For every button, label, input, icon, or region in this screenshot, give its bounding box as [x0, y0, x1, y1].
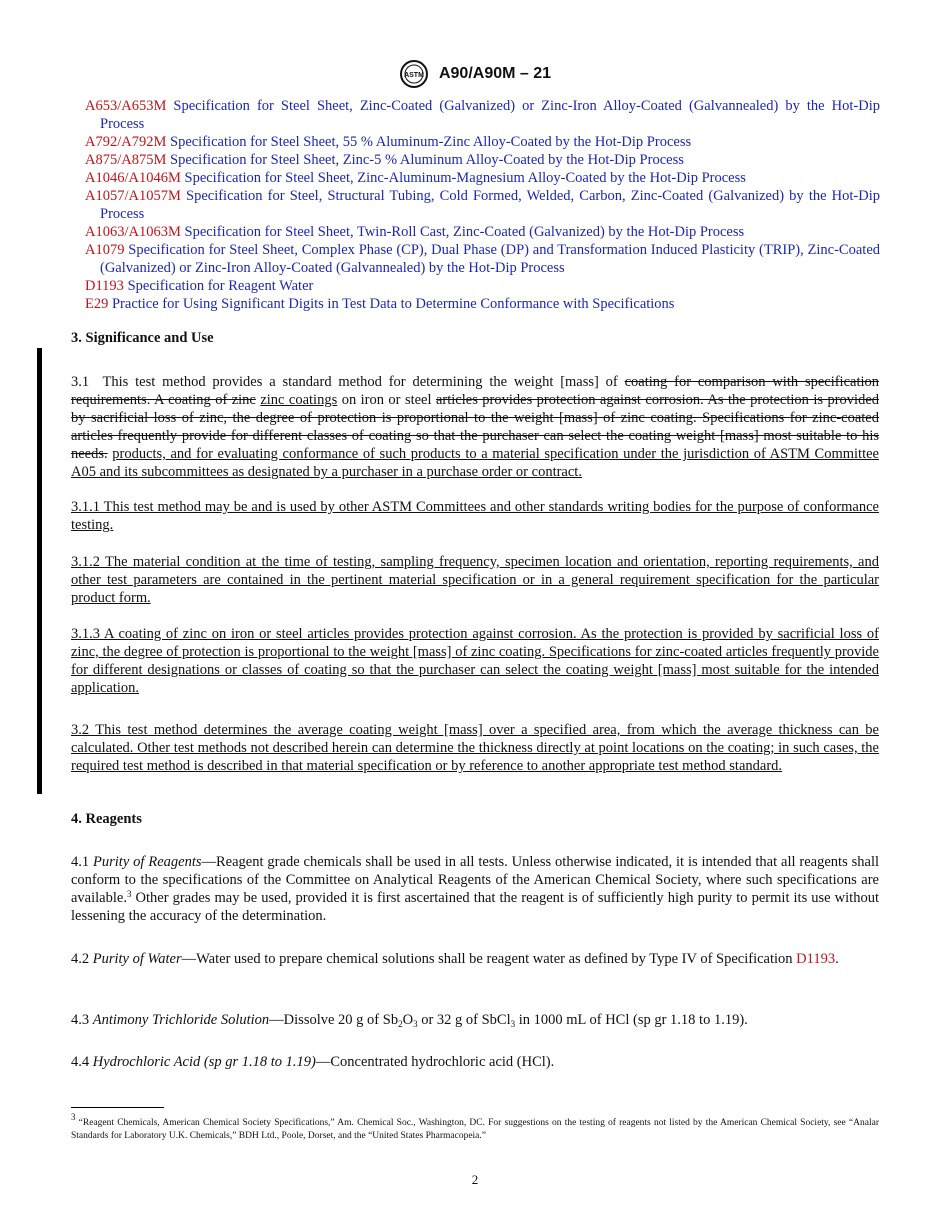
reference-item [85, 295, 880, 313]
inserted-text: products, and for evaluating conformance of such products to a material specification under the jurisdiction of ASTM Committee A05 and its subcommittees as designated by a purchaser in a purchase order or contract. [71, 446, 879, 480]
subscript: 3 [413, 1019, 418, 1029]
page-header [0, 60, 950, 88]
footnote [71, 1112, 879, 1143]
reference-code-link[interactable]: D1193 [85, 278, 124, 294]
document-id: A90/A90M – 21 [438, 65, 552, 82]
reference-title-link[interactable]: Specification for Steel Sheet, Zinc-Aluminum-Magnesium Alloy-Coated by the Hot-Dip Process [184, 170, 746, 186]
text-run: Other grades may be used, provided it is first ascertained that the reagent is of sufficiently high purity to permit its use without lessening the accuracy of the determination. [71, 890, 879, 924]
reference-item [85, 97, 880, 133]
reference-code-link[interactable]: A792/A792M [85, 134, 167, 150]
reference-item [85, 151, 880, 169]
paragraph-4-1 [71, 853, 879, 925]
footnote-divider [71, 1107, 164, 1108]
revision-change-bar [37, 348, 42, 794]
section-4-heading: 4. Reagents [71, 811, 142, 827]
paragraph-label: Antimony Trichloride Solution [92, 1012, 270, 1028]
paragraph-label: Purity of Water [92, 951, 182, 967]
paragraph-4-2 [71, 950, 879, 968]
paragraph-3-1-2: 3.1.2 The material condition at the time of testing, sampling frequency, specimen location and orientation, reporting requirements, and other test parameters are contained in the pertinent material specification or in a general requirement specification for the particular product form. [71, 554, 879, 606]
reference-code-link[interactable]: A1063/A1063M [85, 224, 181, 240]
paragraph-number: 4.3 [71, 1012, 90, 1028]
paragraph-3-2: 3.2 This test method determines the average coating weight [mass] over a specified area, from which the average thickness can be calculated. Other test methods not described herein can determine the thickness directly at point locations on the coating; in such cases, the required test method is described in that material specification or by reference to another appropriate test method standard. [71, 722, 879, 774]
paragraph-4-4 [71, 1053, 879, 1071]
text-run: —Reagent grade chemicals shall be used in all tests. Unless otherwise indicated, it is intended that all reagents shall conform to the specifications of the Committee on Analytical Reagents of the American Chemical Society, where such specifications are available. [71, 854, 880, 906]
reference-title-link[interactable]: Practice for Using Significant Digits in Test Data to Determine Conformance with Specifications [111, 296, 675, 312]
text-run: This test method provides a standard method for determining the weight [mass] of [102, 374, 618, 390]
footnote-ref-link[interactable]: 3 [126, 889, 132, 899]
paragraph-label: Hydrochloric Acid (sp gr 1.18 to 1.19) [92, 1054, 316, 1070]
inserted-text: zinc coatings [260, 392, 338, 408]
subscript: 2 [398, 1019, 403, 1029]
reference-title-link[interactable]: Specification for Steel Sheet, Complex Phase (CP), Dual Phase (DP) and Transformation Induced Plasticity (TRIP), Zinc-Coated (Galvanized) or Zinc-Iron Alloy-Coated (Galvannealed) by the Hot-Dip Process [100, 242, 880, 276]
paragraph-number: 3.1 [71, 374, 90, 390]
page-number: 2 [471, 1172, 479, 1187]
paragraph-3-1-1: 3.1.1 This test method may be and is used by other ASTM Committees and other standards writing bodies for the purpose of conformance testing. [71, 499, 879, 533]
reference-title-link[interactable]: Specification for Steel Sheet, 55 % Aluminum-Zinc Alloy-Coated by the Hot-Dip Process [170, 134, 692, 150]
deleted-text: coating for comparison with specification requirements. A coating of zinc [71, 374, 880, 408]
reference-title-link[interactable]: Specification for Steel Sheet, Zinc-5 % Aluminum Alloy-Coated by the Hot-Dip Process [170, 152, 684, 168]
reference-title-link[interactable]: Specification for Steel, Structural Tubing, Cold Formed, Welded, Carbon, Zinc-Coated (Galvanized) by the Hot-Dip Process [100, 188, 880, 222]
text-run: or 32 g of SbCl [417, 1012, 511, 1028]
reference-item [85, 133, 880, 151]
reference-code-link[interactable]: A1079 [85, 242, 125, 258]
reference-item [85, 241, 880, 277]
reference-link[interactable]: D1193 [796, 951, 836, 967]
paragraph-3-1 [71, 373, 879, 481]
deleted-text: articles provides protection against corrosion. As the protection is provided by sacrificial loss of zinc, the degree of protection is proportional to the weight [mass] of zinc coating. Specifications for zinc-coated articles frequently provide for different classes of coating so that the purchaser can select the coating weight [mass] most suitable to his needs. [71, 392, 880, 462]
reference-code-link[interactable]: E29 [85, 296, 109, 312]
paragraph-number: 4.4 [71, 1054, 90, 1070]
reference-title-link[interactable]: Specification for Steel Sheet, Zinc-Coated (Galvanized) or Zinc-Iron Alloy-Coated (Galvannealed) by the Hot-Dip Process [100, 98, 880, 132]
reference-item [85, 169, 880, 187]
text-run: —Dissolve 20 g of Sb [269, 1012, 399, 1028]
paragraph-3-1-3: 3.1.3 A coating of zinc on iron or steel articles provides protection against corrosion. As the protection is provided by sacrificial loss of zinc, the degree of protection is proportional to the weight [mass] of zinc coating. Specifications for zinc-coated articles frequently provide for different designations or classes of coating so that the purchaser can select the coating weight [mass] most suitable for the intended application. [71, 626, 879, 696]
reference-title-link[interactable]: Specification for Steel Sheet, Twin-Roll Cast, Zinc-Coated (Galvanized) by the Hot-Dip Process [184, 224, 745, 240]
reference-item [85, 187, 880, 223]
footnote-mark: 3 [71, 1112, 76, 1122]
paragraph-4-3 [71, 1011, 879, 1029]
reference-code-link[interactable]: A1057/A1057M [85, 188, 181, 204]
text-run: —Concentrated hydrochloric acid (HCl). [315, 1054, 555, 1070]
reference-code-link[interactable]: A1046/A1046M [85, 170, 181, 186]
reference-item [85, 223, 880, 241]
text-run: —Water used to prepare chemical solutions shall be reagent water as defined by Type IV of Specification [181, 951, 797, 967]
section-3-heading: 3. Significance and Use [71, 330, 214, 346]
referenced-documents-list [85, 97, 880, 313]
paragraph-number: 4.1 [71, 854, 90, 870]
svg-text:ASTM: ASTM [404, 72, 424, 79]
reference-title-link[interactable]: Specification for Reagent Water [127, 278, 314, 294]
subscript: 3 [510, 1019, 516, 1029]
paragraph-number: 4.2 [71, 951, 90, 967]
reference-item [85, 277, 880, 295]
footnote-text: “Reagent Chemicals, American Chemical Society Specifications,” Am. Chemical Soc., Washington, DC. For suggestions on the testing of reagents not listed by the American Chemical Society, see “Analar Standards for Laboratory U.K. Chemicals,” BDH Ltd., Poole, Dorset, and the “United States Pharmacopeia.” [71, 1118, 879, 1141]
reference-code-link[interactable]: A653/A653M [85, 98, 167, 114]
paragraph-label: Purity of Reagents [93, 854, 202, 870]
text-run: in 1000 mL of HCl (sp gr 1.18 to 1.19). [515, 1012, 748, 1028]
text-run: . [835, 951, 839, 967]
text-run: O [402, 1012, 414, 1028]
astm-logo-icon [399, 59, 429, 89]
text-run: on iron or steel [341, 392, 432, 408]
reference-code-link[interactable]: A875/A875M [85, 152, 167, 168]
